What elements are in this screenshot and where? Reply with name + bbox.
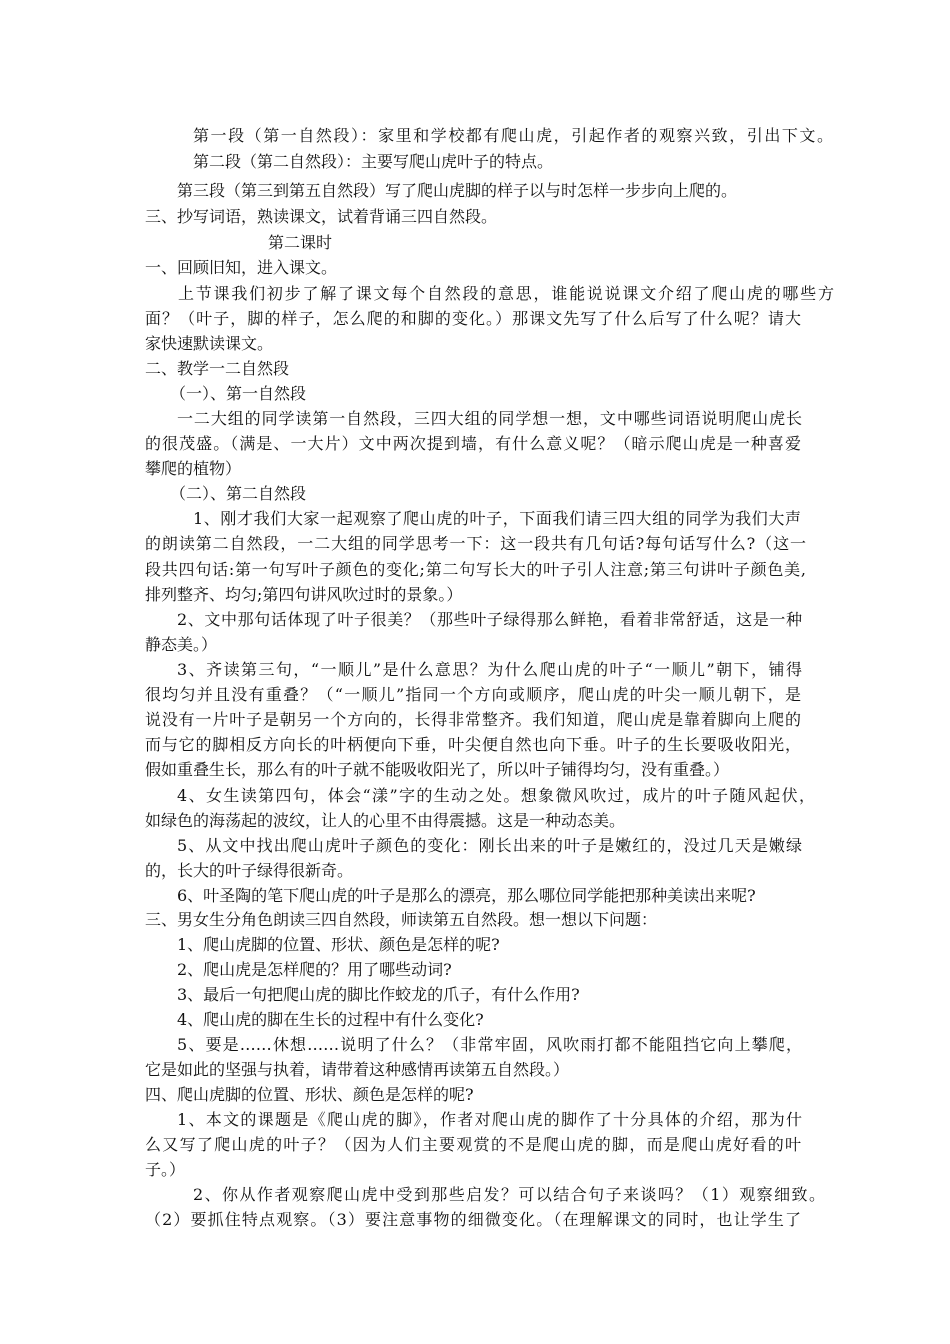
text-line: 第一段（第一自然段）：家里和学校都有爬山虎，引起作者的观察兴致，引出下文。 (193, 126, 833, 145)
text-line: 四、爬山虎脚的位置、形状、颜色是怎样的呢? (145, 1085, 474, 1104)
text-line: 三、男女生分角色朗读三四自然段，师读第五自然段。想一想以下问题： (145, 910, 658, 929)
text-line: 面？（叶子，脚的样子，怎么爬的和脚的变化。）那课文先写了什么后写了什么呢？请大 (145, 309, 801, 328)
text-line: 一、回顾旧知，进入课文。 (145, 258, 338, 277)
text-line: 么又写了爬山虎的叶子？（因为人们主要观赏的不是爬山虎的脚，而是爬山虎好看的叶 (145, 1135, 801, 1154)
text-line: 子。） (145, 1160, 186, 1179)
text-line: 如绿色的海荡起的波纹，让人的心里不由得震撼。这是一种动态美。 (145, 811, 626, 830)
text-line: （一）、第一自然段 (170, 384, 307, 403)
text-line: 1、本文的课题是《爬山虎的脚》，作者对爬山虎的脚作了十分具体的介绍，那为什 (177, 1110, 802, 1129)
text-line: 4、爬山虎的脚在生长的过程中有什么变化? (177, 1010, 484, 1029)
text-line: 一二大组的同学读第一自然段，三四大组的同学想一想，文中哪些词语说明爬山虎长 (177, 409, 802, 428)
text-line: 的很茂盛。（满是、一大片）文中两次提到墙，有什么意义呢？（暗示爬山虎是一种喜爱 (145, 434, 801, 453)
text-line: 第二段（第二自然段）：主要写爬山虎叶子的特点。 (193, 152, 554, 171)
text-line: 3、齐读第三句，“一顺儿”是什么意思？为什么爬山虎的叶子“一顺儿”朝下，铺得 (177, 660, 802, 679)
text-line: 第二课时 (268, 233, 333, 252)
text-line: 第三段（第三到第五自然段）写了爬山虎脚的样子以与时怎样一步步向上爬的。 (177, 181, 738, 200)
text-line: 它是如此的坚强与执着，请带着这种感情再读第五自然段。） (145, 1060, 570, 1079)
text-line: 而与它的脚相反方向长的叶柄便向下垂，叶尖便自然也向下垂。叶子的生长要吸收阳光， (145, 735, 801, 754)
text-line: 1、刚才我们大家一起观察了爬山虎的叶子，下面我们请三四大组的同学为我们大声 (193, 509, 801, 528)
text-line: 的朗读第二自然段，一二大组的同学思考一下：这一段共有几句话?每句话写什么?（这一 (145, 534, 806, 553)
text-line: （2）要抓住特点观察。（3）要注意事物的细微变化。（在理解课文的同时，也让学生了 (145, 1210, 801, 1229)
text-line: 假如重叠生长，那么有的叶子就不能吸收阳光了，所以叶子铺得均匀，没有重叠。） (145, 760, 730, 779)
text-line: 5、要是……休想……说明了什么？（非常牢固，风吹雨打都不能阻挡它向上攀爬， (177, 1035, 802, 1054)
text-line: 攀爬的植物） (145, 459, 242, 478)
text-line: 二、教学一二自然段 (145, 359, 290, 378)
text-line: 的，长大的叶子绿得很新奇。 (145, 861, 354, 880)
text-line: 3、最后一句把爬山虎的脚比作蛟龙的爪子，有什么作用? (177, 985, 580, 1004)
text-line: 6、叶圣陶的笔下爬山虎的叶子是那么的漂亮，那么哪位同学能把那种美读出来呢? (177, 886, 756, 905)
text-line: 4、女生读第四句，体会“漾”字的生动之处。想象微风吹过，成片的叶子随风起伏， (177, 786, 815, 805)
text-line: 很均匀并且没有重叠？（“一顺儿”指同一个方向或顺序，爬山虎的叶尖一顺儿朝下，是 (145, 685, 801, 704)
text-line: 2、爬山虎是怎样爬的？用了哪些动词? (177, 960, 452, 979)
text-line: 2、文中那句话体现了叶子很美？（那些叶子绿得那么鲜艳，看着非常舒适，这是一种 (177, 610, 802, 629)
text-line: 1、爬山虎脚的位置、形状、颜色是怎样的呢? (177, 935, 500, 954)
text-line: 5、从文中找出爬山虎叶子颜色的变化：刚长出来的叶子是嫩红的，没过几天是嫩绿 (177, 836, 802, 855)
text-line: （二）、第二自然段 (170, 484, 307, 503)
text-line: 说没有一片叶子是朝另一个方向的，长得非常整齐。我们知道，爬山虎是靠着脚向上爬的 (145, 710, 801, 729)
text-line: 2、你从作者观察爬山虎中受到那些启发？可以结合句子来谈吗？（1）观察细致。 (193, 1185, 825, 1204)
text-line: 排列整齐、均匀;第四句讲风吹过时的景象。） (145, 585, 463, 604)
text-line: 上节课我们初步了解了课文每个自然段的意思，谁能说说课文介绍了爬山虎的哪些方 (178, 284, 834, 303)
text-line: 段共四句话:第一句写叶子颜色的变化;第二句写长大的叶子引人注意;第三句讲叶子颜色美, (145, 560, 806, 579)
text-line: 家快速默读课文。 (145, 334, 274, 353)
text-line: 三、抄写词语，熟读课文，试着背诵三四自然段。 (145, 207, 498, 226)
text-line: 静态美。） (145, 635, 218, 654)
